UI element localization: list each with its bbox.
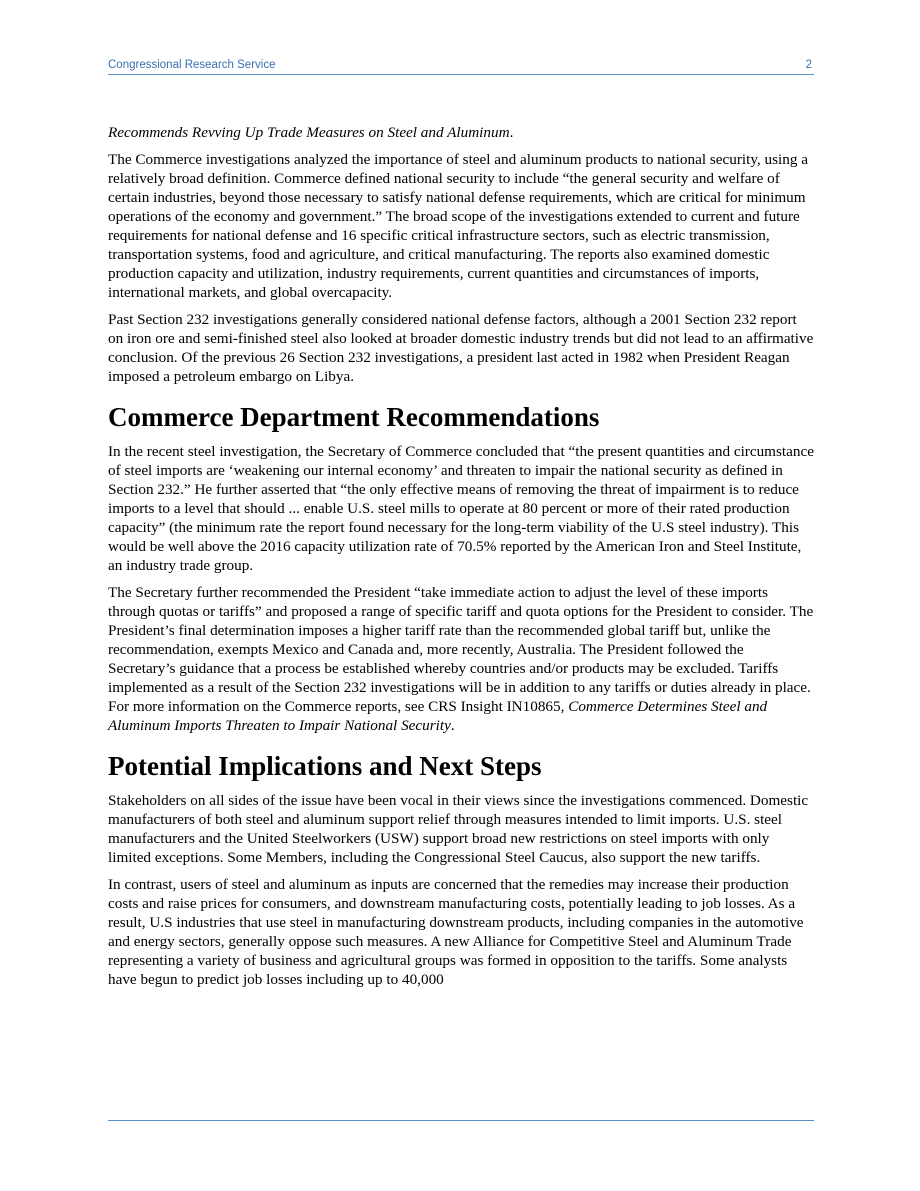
paragraph-users-concerns: In contrast, users of steel and aluminum as inputs are concerned that the remedies may increase their production costs and raise prices for consumers, and downstream manufacturing costs, potentially leading to job losses. As a result, U.S industries that use steel in manufacturing downstream products, including companies in the automotive and energy sectors, generally oppose such measures. A new Alliance for Competitive Steel and Aluminum Trade representing a variety of business and agricultural groups was formed in opposition to the tariffs. Some analysts have begun to predict job losses including up to 40,000 bbox=[108, 876, 804, 988]
paragraph-steel-investigation: In the recent steel investigation, the Secretary of Commerce concluded that “the present quantities and circumstance of steel imports are ‘weakening our internal economy’ and threaten to impair the national security as defined in Section 232.” He further asserted that “the only effective means of removing the threat of impairment is to reduce imports to a level that should ... enable U.S. steel mills to operate at 80 percent or more of their rated production capacity” (the minimum rate the report found necessary for the long-term viability of the U.S steel industry). This would be well above the 2016 capacity utilization rate of 70.5% reported by the American Iron and Steel Institute, an industry trade group. bbox=[108, 443, 814, 574]
page-header bbox=[108, 58, 814, 75]
paragraph-investigations: The Commerce investigations analyzed the importance of steel and aluminum products to national security, using a relatively broad definition. Commerce defined national security to include “the general security and welfare of certain industries, beyond those necessary to satisfy national defense requirements, which are critical for minimum operations of the economy and government.” The broad scope of the investigations extended to current and future requirements for national defense and 16 specific critical infrastructure sectors, such as electric transmission, transportation systems, food and agriculture, and critical manufacturing. The reports also examined domestic production capacity and utilization, industry requirements, current quantities and circumstances of imports, international markets, and global overcapacity. bbox=[108, 151, 808, 301]
page-number: 2 bbox=[805, 59, 812, 71]
paragraph-title-continuation: Recommends Revving Up Trade Measures on Steel and Aluminum. bbox=[108, 124, 514, 141]
report-title-italic: Recommends Revving Up Trade Measures on Steel and Aluminum bbox=[108, 124, 510, 141]
paragraph-stakeholders: Stakeholders on all sides of the issue have been vocal in their views since the investigations commenced. Domestic manufacturers of both steel and aluminum support relief through measures intended to limit imports. U.S. steel manufacturers and the United Steelworkers (USW) support broad new restrictions on steel imports with only limited exceptions. Some Members, including the Congressional Steel Caucus, also support the new tariffs. bbox=[108, 792, 809, 866]
header-source: Congressional Research Service bbox=[108, 59, 276, 71]
paragraph-past-investigations: Past Section 232 investigations generally considered national defense factors, although a 2001 Section 232 report on iron ore and semi-finished steel also looked at broader domestic industry trends but did not lead to an affirmative conclusion. Of the previous 26 Section 232 investigations, a president last acted in 1982 when President Reagan imposed a petroleum embargo on Libya. bbox=[108, 311, 814, 385]
crs-insight-title: Commerce Determines Steel and Aluminum Imports Threaten to Impair National Security bbox=[108, 698, 768, 734]
section-heading-implications: Potential Implications and Next Steps bbox=[108, 751, 542, 781]
footer-rule bbox=[108, 1120, 814, 1121]
paragraph-secretary-recommendation: The Secretary further recommended the President “take immediate action to adjust the level of these imports through quotas or tariffs” and proposed a range of specific tariff and quota options for the President to consider. The President’s final determination imposes a higher tariff rate than the recommended global tariff but, unlike the recommendation, exempts Mexico and Canada and, more recently, Australia. The President followed the Secretary’s guidance that a process be established whereby countries and/or products may be excluded. Tariffs implemented as a result of the Section 232 investigations will be in addition to any tariffs or duties already in place. For more information on the Commerce reports, see CRS Insight IN10865, Commerce Determines Steel and Aluminum Imports Threaten to Impair National Security. bbox=[108, 584, 814, 734]
document-body bbox=[108, 123, 814, 997]
section-heading-recommendations: Commerce Department Recommendations bbox=[108, 402, 600, 432]
